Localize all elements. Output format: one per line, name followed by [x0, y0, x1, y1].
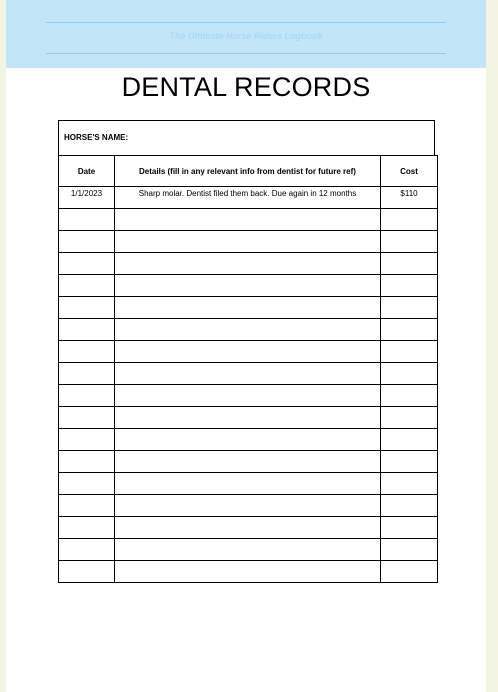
details-cell[interactable]: [115, 297, 381, 319]
table-row: [59, 275, 438, 297]
table-row: [59, 495, 438, 517]
details-cell[interactable]: [115, 363, 381, 385]
date-cell[interactable]: [59, 517, 115, 539]
cost-cell[interactable]: [381, 429, 438, 451]
details-cell[interactable]: [115, 561, 381, 583]
cost-cell[interactable]: [381, 385, 438, 407]
date-cell[interactable]: [59, 363, 115, 385]
cost-cell[interactable]: [381, 253, 438, 275]
details-cell[interactable]: [115, 429, 381, 451]
details-cell[interactable]: [115, 231, 381, 253]
details-cell[interactable]: [115, 209, 381, 231]
cost-cell[interactable]: [381, 451, 438, 473]
cost-cell[interactable]: [381, 539, 438, 561]
horse-name-label: HORSE'S NAME:: [64, 133, 129, 142]
table-row: [59, 319, 438, 341]
table-row: [59, 187, 438, 209]
table-row: [59, 385, 438, 407]
cost-cell[interactable]: [381, 341, 438, 363]
table-row: [59, 297, 438, 319]
table-row: [59, 253, 438, 275]
table-row: [59, 231, 438, 253]
cost-cell[interactable]: [381, 297, 438, 319]
date-cell[interactable]: [59, 451, 115, 473]
details-cell[interactable]: [115, 275, 381, 297]
date-cell[interactable]: [59, 209, 115, 231]
column-header-date: Date: [59, 156, 115, 187]
table-row: [59, 451, 438, 473]
details-cell[interactable]: [115, 253, 381, 275]
cost-cell[interactable]: [381, 363, 438, 385]
date-cell[interactable]: [59, 341, 115, 363]
cost-cell[interactable]: [381, 473, 438, 495]
dental-records-table: [58, 155, 438, 583]
column-header-cost: Cost: [381, 156, 438, 187]
date-cell[interactable]: [59, 561, 115, 583]
details-cell[interactable]: [115, 407, 381, 429]
date-cell[interactable]: [59, 495, 115, 517]
cost-cell[interactable]: $110: [381, 187, 438, 209]
details-cell[interactable]: [115, 517, 381, 539]
details-cell[interactable]: [115, 539, 381, 561]
details-cell[interactable]: [115, 341, 381, 363]
date-cell[interactable]: [59, 275, 115, 297]
table-header-row: [59, 156, 438, 187]
details-cell[interactable]: [115, 319, 381, 341]
cost-cell[interactable]: [381, 495, 438, 517]
date-cell[interactable]: [59, 473, 115, 495]
table-row: [59, 539, 438, 561]
date-cell[interactable]: [59, 539, 115, 561]
table-row: [59, 517, 438, 539]
cost-cell[interactable]: [381, 209, 438, 231]
date-cell[interactable]: 1/1/2023: [59, 187, 115, 209]
date-cell[interactable]: [59, 319, 115, 341]
table-row: [59, 407, 438, 429]
date-cell[interactable]: [59, 297, 115, 319]
logbook-page: [6, 0, 486, 692]
table-row: [59, 363, 438, 385]
date-cell[interactable]: [59, 407, 115, 429]
details-cell[interactable]: [115, 473, 381, 495]
cost-cell[interactable]: [381, 231, 438, 253]
details-cell[interactable]: [115, 451, 381, 473]
details-cell[interactable]: Sharp molar. Dentist filed them back. Due again in 12 months: [115, 187, 381, 209]
header-rule-bottom: [46, 53, 446, 54]
cost-cell[interactable]: [381, 407, 438, 429]
date-cell[interactable]: [59, 231, 115, 253]
cost-cell[interactable]: [381, 517, 438, 539]
cost-cell[interactable]: [381, 275, 438, 297]
cost-cell[interactable]: [381, 319, 438, 341]
table-row: [59, 473, 438, 495]
details-cell[interactable]: [115, 385, 381, 407]
column-header-details: Details (fill in any relevant info from dentist for future ref): [115, 156, 381, 187]
date-cell[interactable]: [59, 429, 115, 451]
table-body: [59, 187, 438, 583]
table-row: [59, 341, 438, 363]
cost-cell[interactable]: [381, 561, 438, 583]
horse-name-field[interactable]: [58, 120, 435, 155]
logbook-title: The Ultimate Horse Riders Logbook: [169, 31, 323, 41]
table-row: [59, 429, 438, 451]
header-band: [6, 0, 486, 68]
table-row: [59, 209, 438, 231]
details-cell[interactable]: [115, 495, 381, 517]
date-cell[interactable]: [59, 385, 115, 407]
table-row: [59, 561, 438, 583]
header-rule-top: [46, 22, 446, 23]
date-cell[interactable]: [59, 253, 115, 275]
page-title: DENTAL RECORDS: [121, 72, 371, 102]
